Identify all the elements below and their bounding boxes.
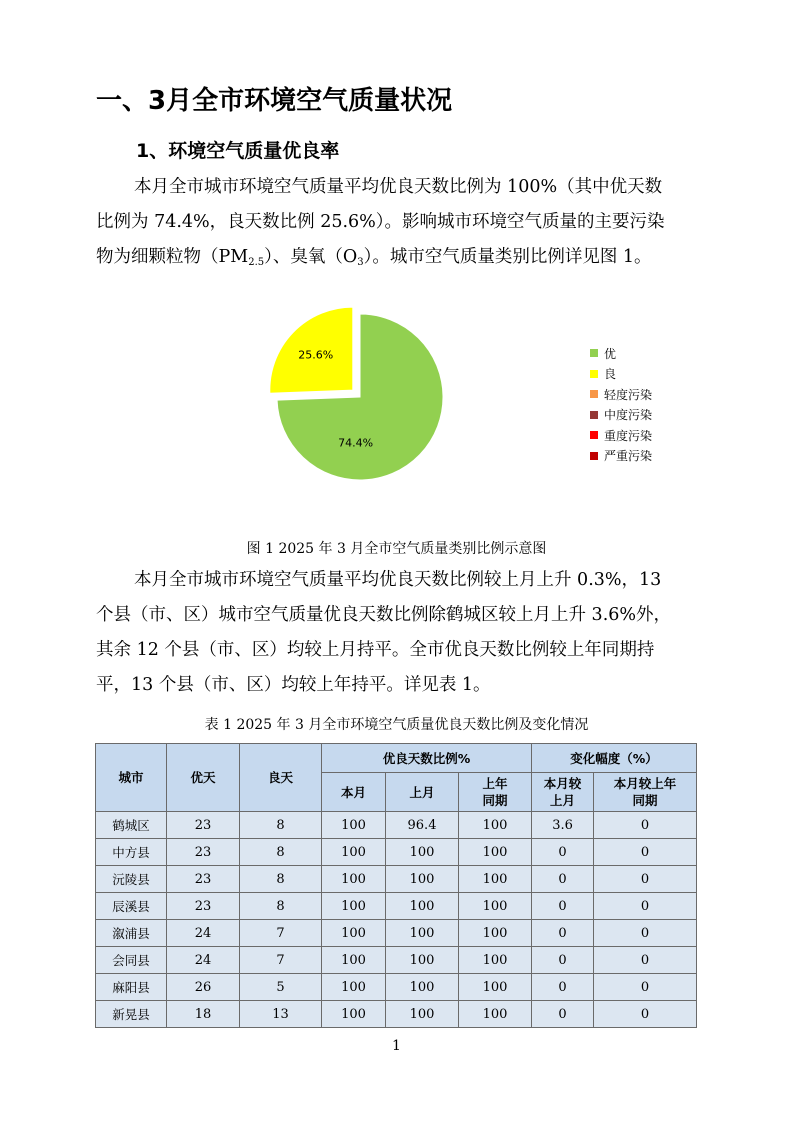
header-text: 本月较上年 (613, 776, 677, 791)
header-good-days: 良天 (240, 744, 322, 812)
table-cell: 18 (167, 1001, 240, 1028)
legend-item (590, 425, 652, 446)
table-caption: 表 1 2025 年 3 月全市环境空气质量优良天数比例及变化情况 (204, 717, 589, 733)
table-body (96, 812, 697, 1028)
legend-item (590, 343, 652, 364)
table-cell: 100 (322, 974, 386, 1001)
cell-city: 辰溪县 (96, 893, 167, 920)
o3-subscript: 3 (357, 257, 364, 268)
paragraph-2-line-3: 其余 12 个县（市、区）均较上月持平。全市优良天数比例较上年同期持 (96, 640, 655, 660)
table-cell: 0 (594, 920, 697, 947)
pie-data-label: 25.6% (298, 348, 334, 362)
paragraph-2 (96, 563, 696, 703)
table-cell: 100 (322, 920, 386, 947)
table-cell: 100 (322, 1001, 386, 1028)
table-cell: 23 (167, 812, 240, 839)
table-cell: 8 (240, 839, 322, 866)
paragraph-2-line-4: 平，13 个县（市、区）均较上年持平。详见表 1。 (96, 675, 491, 695)
table-cell: 3.6 (532, 812, 594, 839)
pm25-subscript: 2.5 (248, 257, 265, 268)
table-cell: 0 (594, 866, 697, 893)
legend-item (590, 364, 652, 385)
table-cell: 8 (240, 812, 322, 839)
table-cell: 100 (459, 920, 532, 947)
page-number: 1 (392, 1038, 401, 1054)
legend-swatch (590, 370, 598, 378)
table-cell: 0 (532, 839, 594, 866)
table-cell: 0 (532, 893, 594, 920)
header-text: 上月 (550, 793, 576, 808)
legend-swatch (590, 431, 598, 439)
header-text: 同期 (632, 793, 658, 808)
pie-chart (255, 300, 455, 510)
legend-swatch (590, 390, 598, 398)
paragraph-1-line-2: 比例为 74.4%，良天数比例 25.6%）。影响城市环境空气质量的主要污染 (96, 212, 665, 232)
paragraph-1-line-1: 本月全市城市环境空气质量平均优良天数比例为 100%（其中优天数 (134, 177, 663, 197)
table-cell: 100 (386, 974, 459, 1001)
header-vs-last-year (594, 773, 697, 812)
table-cell: 13 (240, 1001, 322, 1028)
table-cell: 100 (322, 893, 386, 920)
table-cell: 0 (532, 974, 594, 1001)
table-cell: 8 (240, 866, 322, 893)
header-ratio-group: 优良天数比例% (322, 744, 532, 773)
paragraph-1-line-3 (96, 240, 696, 280)
table-cell: 100 (459, 839, 532, 866)
table-cell: 100 (386, 893, 459, 920)
header-text: 同期 (482, 793, 508, 808)
table-cell: 0 (594, 839, 697, 866)
header-vs-last-month (532, 773, 594, 812)
table-row (96, 893, 697, 920)
figure-caption: 图 1 2025 年 3 月全市空气质量类别比例示意图 (246, 541, 547, 557)
header-this-month: 本月 (322, 773, 386, 812)
table-cell: 0 (532, 947, 594, 974)
table-cell: 26 (167, 974, 240, 1001)
table-row (96, 920, 697, 947)
cell-city: 溆浦县 (96, 920, 167, 947)
legend-swatch (590, 349, 598, 357)
cell-city: 会同县 (96, 947, 167, 974)
table-cell: 100 (386, 920, 459, 947)
legend-swatch (590, 452, 598, 460)
legend-item (590, 446, 652, 467)
text-segment: 物为细颗粒物（PM (96, 247, 249, 267)
table-cell: 23 (167, 893, 240, 920)
heading-2: 1、环境空气质量优良率 (136, 140, 340, 162)
text-segment: ）、臭氧（O (264, 247, 358, 267)
table-cell: 0 (594, 1001, 697, 1028)
table-cell: 7 (240, 947, 322, 974)
legend-label: 轻度污染 (604, 387, 653, 402)
table-cell: 100 (459, 947, 532, 974)
cell-city: 鹤城区 (96, 812, 167, 839)
header-last-month: 上月 (386, 773, 459, 812)
paragraph-1 (96, 170, 696, 280)
table-cell: 5 (240, 974, 322, 1001)
table-cell: 100 (322, 812, 386, 839)
table-row (96, 839, 697, 866)
legend-swatch (590, 411, 598, 419)
header-change-group: 变化幅度（%） (532, 744, 697, 773)
cell-city: 新晃县 (96, 1001, 167, 1028)
table-row (96, 974, 697, 1001)
table-cell: 100 (386, 1001, 459, 1028)
heading-1: 一、3月全市环境空气质量状况 (96, 86, 453, 116)
table-cell: 0 (594, 947, 697, 974)
table-cell: 100 (459, 893, 532, 920)
table-cell: 100 (459, 812, 532, 839)
table-row (96, 1001, 697, 1028)
legend-item (590, 405, 652, 426)
chart-legend (590, 343, 652, 466)
table-cell: 24 (167, 947, 240, 974)
paragraph-2-line-2: 个县（市、区）城市空气质量优良天数比例除鹤城区较上月上升 3.6%外， (96, 605, 672, 625)
table-cell: 23 (167, 839, 240, 866)
header-city: 城市 (96, 744, 167, 812)
pie-data-label: 74.4% (338, 436, 374, 450)
header-last-year (459, 773, 532, 812)
legend-label: 严重污染 (604, 449, 653, 464)
legend-label: 良 (604, 367, 617, 382)
table-cell: 100 (459, 866, 532, 893)
table-cell: 0 (532, 866, 594, 893)
table-cell: 8 (240, 893, 322, 920)
table-cell: 100 (322, 947, 386, 974)
table-cell: 0 (594, 812, 697, 839)
table-cell: 0 (594, 974, 697, 1001)
legend-label: 优 (604, 346, 617, 361)
table-cell: 96.4 (386, 812, 459, 839)
cell-city: 沅陵县 (96, 866, 167, 893)
text-segment: ）。城市空气质量类别比例详见图 1。 (363, 247, 652, 267)
table-cell: 0 (532, 920, 594, 947)
legend-label: 中度污染 (604, 408, 653, 423)
header-text: 上年 (482, 776, 508, 791)
table-cell: 100 (459, 974, 532, 1001)
table-cell: 24 (167, 920, 240, 947)
header-excellent-days: 优天 (167, 744, 240, 812)
cell-city: 中方县 (96, 839, 167, 866)
table-cell: 7 (240, 920, 322, 947)
header-text: 本月较 (543, 776, 582, 791)
table-row (96, 947, 697, 974)
air-quality-table (95, 743, 697, 1028)
legend-item (590, 384, 652, 405)
table-cell: 100 (459, 1001, 532, 1028)
table-cell: 0 (532, 1001, 594, 1028)
table-row (96, 812, 697, 839)
table-cell: 100 (386, 839, 459, 866)
paragraph-2-line-1: 本月全市城市环境空气质量平均优良天数比例较上月上升 0.3%，13 (134, 570, 662, 590)
cell-city: 麻阳县 (96, 974, 167, 1001)
table-cell: 100 (322, 839, 386, 866)
table-row (96, 866, 697, 893)
table-cell: 100 (386, 866, 459, 893)
table-cell: 100 (322, 866, 386, 893)
table-cell: 23 (167, 866, 240, 893)
legend-label: 重度污染 (604, 428, 653, 443)
table-cell: 0 (594, 893, 697, 920)
table-cell: 100 (386, 947, 459, 974)
